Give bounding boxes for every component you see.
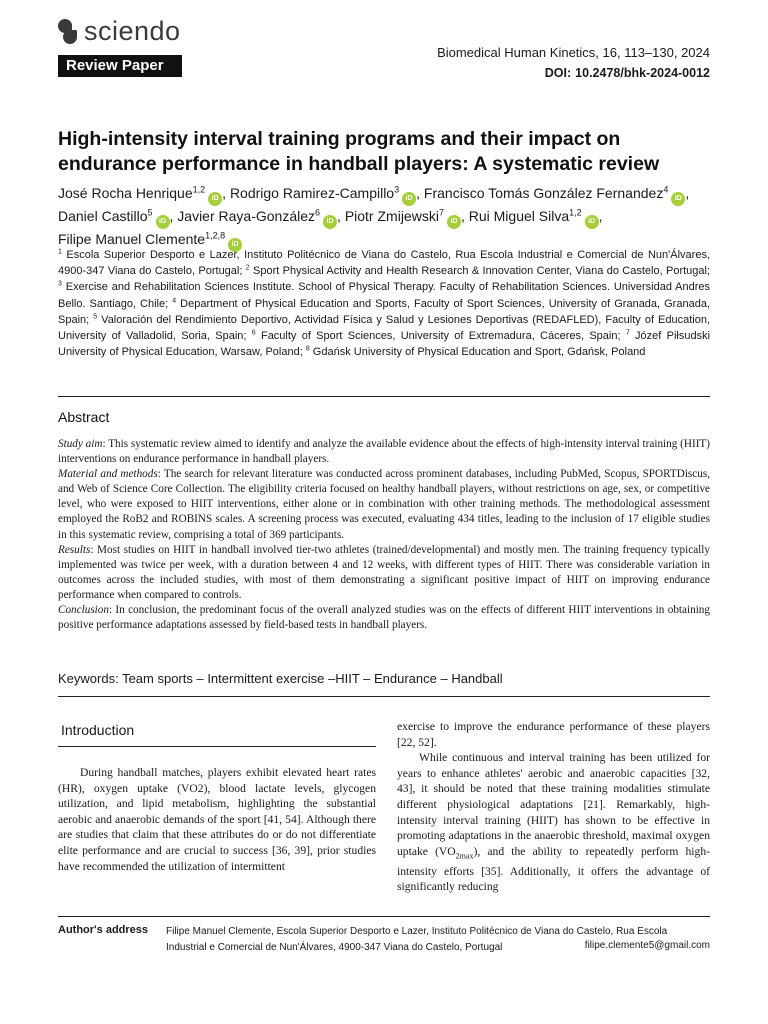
body-paragraph <box>397 750 710 895</box>
author-name: José Rocha Henrique <box>58 185 193 201</box>
orcid-icon[interactable]: iD <box>228 238 242 252</box>
paper-title: High-intensity interval training programs and their impact on endurance performance in handball players: A systematic review <box>58 128 660 175</box>
author-affil-sup: 1,2,8 <box>205 230 226 241</box>
affil-sup: 8 <box>305 345 310 353</box>
author-name: Javier Raya-González <box>177 208 316 224</box>
author-affil-sup: 1,2 <box>569 207 582 218</box>
body-paragraph: During handball matches, players exhibit elevated heart rates (HR), oxygen uptake (VO2), blood lactate levels, glycogen utilization, and lipid metabolism, highlighting the substantial aerobic and anaerobic demands of the sport [41, 54]. Although there are studies that claim that these attributes do or do not differentiate elite performance and are crucial to success [36, 39], prior studies have recommended the utilization of intermittent <box>58 766 376 873</box>
abstract-text: : The search for relevant literature was conducted across prominent databases, including PubMed, Scopus, SPORTDiscus, and Web of Science Core Collection. The eligibility criteria focused on healthy handball players, without restrictions on age, sex, or competitive level, who were exposed to HIIT interventions, either alone or in combination with other training methods. The methodological assessment employed the RoB2 and ROBINS scales. A screening process was executed, evaluating 434 titles, leading to the inclusion of 17 eligible studies in this systematic review, comprising a total of 369 participants. <box>58 468 710 541</box>
abstract-label: Conclusion <box>58 604 109 617</box>
abstract-label: Study aim <box>58 438 103 450</box>
doi-label: DOI: <box>544 66 572 80</box>
author-affil-sup: 7 <box>438 207 444 218</box>
affil-sup: 2 <box>245 264 250 272</box>
affiliation: Sport Physical Activity and Health Research & Innovation Center, Viana do Castelo, Portugal; <box>253 265 711 278</box>
body-paragraph: exercise to improve the endurance performance of these players [22, 52]. <box>397 720 710 749</box>
abstract-text: : Most studies on HIIT in handball involved tier-two athletes (trained/developmental) and mostly men. The training frequency typically implemented was twice per week, with a duration between 4 and 12 weeks, with different types of HIIT. There was considerable variation in outcomes across the included studies, with most of them demonstrating a significant positive impact of HIIT on improving endurance performance when compared to controls. <box>58 543 710 601</box>
affiliation: Exercise and Rehabilitation Sciences Institute. School of Physical Therapy. Faculty of Rehabilitation Sciences. Universidad Andres Bello. Santiago, Chile; <box>58 281 711 310</box>
footer-divider <box>58 916 710 917</box>
abstract-heading: Abstract <box>58 409 110 425</box>
abstract-label: Results <box>58 543 91 556</box>
article-type-label: Review Paper <box>58 55 182 77</box>
publisher-logo <box>58 16 181 47</box>
sciendo-logo-icon <box>58 18 78 46</box>
keywords: Keywords: Team sports – Intermittent exercise –HIIT – Endurance – Handball <box>58 671 503 686</box>
affiliation: Valoración del Rendimiento Deportivo, Actividad Física y Salud y Lesiones Deportivas (REDAFLED), Faculty of Education, University of Valladolid, Soria, Spain; <box>58 313 711 343</box>
author-name: Francisco Tomás González Fernandez <box>423 185 664 201</box>
affil-sup: 1 <box>58 248 62 256</box>
affiliation: Department of Physical Education and Sports, Faculty of Sport Sciences, University of Granada, Granada, Spain; <box>58 297 710 326</box>
orcid-icon[interactable]: iD <box>585 215 599 229</box>
affil-sup: 5 <box>93 313 98 321</box>
author-name: Daniel Castillo <box>58 208 148 224</box>
author-affil-sup: 3 <box>394 184 400 195</box>
orcid-icon[interactable]: iD <box>323 215 337 229</box>
author-email[interactable]: filipe.clemente5@gmail.com <box>584 940 710 951</box>
logo-text: sciendo <box>84 16 181 46</box>
abstract-text: : In conclusion, the predominant focus of the overall analyzed studies was on the effects of different HIIT interventions in obtaining positive performance adaptations assessed by field-based tests in handball players. <box>58 604 710 632</box>
affil-sup: 4 <box>172 296 177 304</box>
journal-citation: Biomedical Human Kinetics, 16, 113–130, 2024 <box>437 45 710 60</box>
abstract-text: : This systematic review aimed to identify and analyze the available evidence about the effects of high-intensity interval training (HIIT) interventions on endurance performance in handball players. <box>58 438 710 466</box>
introduction-heading: Introduction <box>61 722 135 738</box>
affil-sup: 6 <box>251 329 256 337</box>
abstract-label: Material and methods <box>58 468 158 481</box>
affiliation: Gdańsk University of Physical Education and Sport, Gdańsk, Poland <box>312 346 646 359</box>
author-address: Filipe Manuel Clemente, Escola Superior Desporto e Lazer, Instituto Politécnico de Viana do Castelo, Rua Escola Industrial e Comercial de Nun'Álvares, 4900-347 Viana do Castelo, Portugal <box>166 926 668 953</box>
body-column-right <box>397 719 710 895</box>
affiliation: Faculty of Sport Sciences, University of Extremadura, Cáceres, Spain; <box>260 330 621 343</box>
affiliation: Józef Piłsudski University of Physical Education, Warsaw, Poland; <box>58 330 711 359</box>
author-name: Filipe Manuel Clemente <box>58 231 206 247</box>
body-column-left <box>58 765 376 874</box>
abstract-body <box>58 437 710 633</box>
author-name: Rodrigo Ramirez-Campillo <box>229 185 395 201</box>
affil-sup: 7 <box>625 329 630 337</box>
orcid-icon[interactable]: iD <box>671 192 685 206</box>
orcid-icon[interactable]: iD <box>447 215 461 229</box>
orcid-icon[interactable]: iD <box>208 192 222 206</box>
body-text: While continuous and interval training has been utilized for years to enhance athletes' aerobic and anaerobic capacities [32, 43], it should be noted that these training modalities stimulate different physiological adaptations [21]. Remarkably, high-intensity interval training (HIIT) has shown to be effective in promoting adaptations in the anaerobic threshold, maximal oxygen uptake (VO <box>397 751 710 858</box>
author-affil-sup: 5 <box>147 207 153 218</box>
author-list: José Rocha Henrique$^{1,2}$iD , Rodrigo Ramirez-Campillo$^3$iD , Francisco Tomás González Fernandez$^4$iD , Daniel Castillo$^5$iD , Javier Raya-González$^6$iD , Piotr Zmijewski$^7$iD , Rui Miguel Silva$^{1,2}$iD , Filipe Manuel Clemente$^{1,2,8}$iD <box>58 183 718 252</box>
divider <box>58 696 710 697</box>
orcid-icon[interactable]: iD <box>156 215 170 229</box>
divider <box>58 396 710 397</box>
author-address-label: Author's address <box>58 924 149 936</box>
body-subscript: 2max <box>455 851 474 861</box>
doi-link[interactable]: 10.2478/bhk-2024-0012 <box>575 66 710 80</box>
introduction-heading-box <box>58 717 376 747</box>
author-name: Piotr Zmijewski <box>344 208 439 224</box>
author-affil-sup: 6 <box>315 207 321 218</box>
author-name: Rui Miguel Silva <box>468 208 570 224</box>
affiliations <box>58 247 710 360</box>
body-text: ), and the ability to repeatedly perform high-intensity efforts [35]. Additionally, it offers the advantage of significantly reducing <box>397 844 710 894</box>
doi <box>545 66 710 80</box>
affil-sup: 3 <box>58 280 62 288</box>
affiliation: Escola Superior Desporto e Lazer, Instituto Politécnico de Viana do Castelo, Rua Escola Industrial e Comercial de Nun'Álvares, 4900-347 Viana do Castelo, Portugal; <box>58 249 710 278</box>
author-affil-sup: 1,2 <box>192 184 206 195</box>
orcid-icon[interactable]: iD <box>402 192 416 206</box>
author-affil-sup: 4 <box>663 184 669 195</box>
